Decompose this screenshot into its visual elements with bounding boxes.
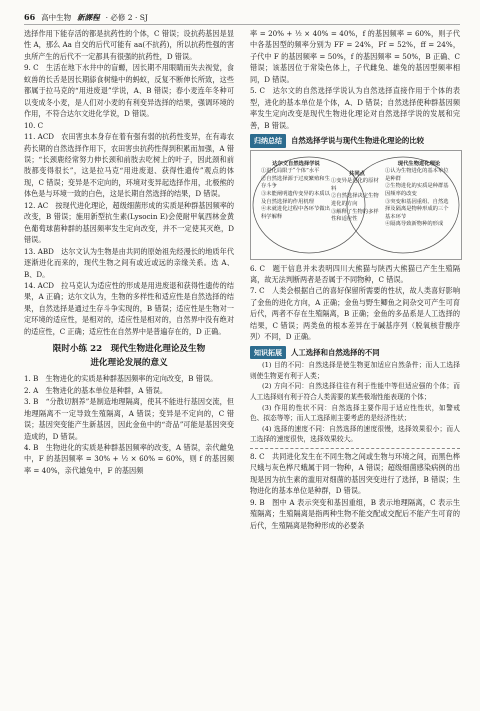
section-title-line-1: 限时小练 22 现代生物进化理论及生物	[52, 344, 206, 355]
answer-14: 14. ACD 拉马克认为适应性的形成是用进废退和获得性遗传的结果，A 正确；达尔文认为，生物的多样性和适应性是自然选择的结果，自然选择是通过生存斗争实现的，B 错误；适应性是生物对一定环境的适应性，是相对的，适应性是相对的，自然界中没有绝对的适应性，C 正确；适应性在自然界中是普遍存在的，D 正确。	[24, 280, 234, 336]
knowledge-point: (4) 选择的速度不同：自然选择的速度很慢，选择效果很小；而人工选择的速度很快，选择效果较大。	[250, 424, 460, 444]
book-title: 高中生物	[41, 12, 72, 22]
common-set	[331, 171, 383, 224]
answer-q3: 3. B “分散切割养”是制造地理隔离，使其不能进行基因交流，但地理隔离不一定导致生殖隔离，A 错误；变异是不定向的，C 错误；基因突变能产生新基因，因此金鱼中的“奇品”可能是基因突变造成的，D 错误。	[24, 397, 234, 441]
common-set-item: ②自然选择决定生物进化的方向	[331, 193, 379, 207]
left-set-title: 达尔文自然选择学说	[272, 160, 320, 167]
left-set-item: ③未能阐明遗传变异的本质以及自然选择的作用机理	[261, 190, 330, 205]
left-column	[24, 28, 234, 476]
divider	[250, 448, 460, 449]
section-title	[24, 342, 234, 370]
answer-paragraph: 选择作用下能存活的都是抗药性的个体，C 错误；设抗药基因是显性 A，那么 Aa 自交的后代可能有 aa(不抗药)，所以抗药性强的害虫所产生的后代不一定都具有很强的抗药性，D 错误。	[24, 29, 234, 61]
knowledge-point: (1) 目的不同：自然选择是使生物更加适应自然条件；而人工选择则使生物更有利于人类；	[250, 361, 460, 380]
answer-7: 7. C 人类会根据自己的喜好保留所需要的性状，故人类喜好影响了金鱼的进化方向，A 正确；金鱼与野生鲫鱼之间杂交可产生可育后代，两者不存在生殖隔离，B 正确；金鱼的多品系是人工选择的结果，C 错误；两类鱼的根本差异在于碱基序列（脱氧核苷酸序列）不同，D 正确。	[250, 286, 460, 342]
common-set-title: 共同点	[349, 170, 365, 177]
answer-8: 8. C 共同进化发生在不同生物之间或生物与环境之间，而黑色桦尺蛾与灰色桦尺蛾属于同一物种，A 错误；超级细菌感染病例的出现是因为抗生素的滥用对细菌的基因突变进行了选择，B 错误；生物进化的基本单位是种群，D 错误。	[250, 451, 460, 496]
answer-11: 11. ACD 农田害虫本身存在着有强有弱的抗药性变异，在有毒农药长期的自然选择作用下，农田害虫抗药性得到积累而加强，A 错误；“长颈鹿经常努力伸长颈和前肢去吃树上的叶子，因此颈和前肢都变得很长”，这是拉马克“用进废退、获得性遗传”观点的体现，C 错误；变异是不定向的，环境对变异起选择作用，北极熊的体色是与环境一致的白色，这是长期自然选择的结果，D 错误。	[24, 132, 234, 199]
answer-9: 9. C 生活在地下水井中的盲螈，因长期不用眼睛而失去视觉，食蚁兽的长舌是因长期舔食树缝中的蚂蚁，反复不断伸长所致，这些都属于拉马克的“用进废退”学说，A、B 错误；春小麦连年冬种可以变成冬小麦，是人们对小麦的有利变异选择的结果，强调环境的作用，不符合达尔文进化学说，D 错误。	[24, 63, 234, 119]
common-set-item: ③解释了生物的多样性和适应性	[331, 208, 379, 223]
right-set-title: 现代生物进化理论	[397, 160, 441, 167]
right-set-item: ②生物进化的实质是种群基因频率的改变	[385, 183, 449, 197]
right-set-item: ③突变和基因重组、自然选择及隔离是物种形成的三个基本环节	[385, 198, 449, 220]
right-column	[250, 28, 460, 531]
summary-title: 自然选择学说与现代生物进化理论的比较	[291, 136, 425, 146]
knowledge-box	[250, 360, 460, 445]
answer-q4: 4. B 生物进化的实质是种群基因频率的改变，A 错误，亲代雌兔中，F 的基因频率 = 30% + ½ × 60% = 60%，则 f 的基因频率 = 40%，亲代雄兔中，F 的基因频	[24, 442, 234, 475]
left-set-item: ①进化局限于“个体”水平	[261, 168, 320, 175]
answer-6: 6. C 题干信息并未表明四川大熊猫与陕西大熊猫已产生生殖隔离，故无法判断两者是否属于不同物种，C 错误。	[250, 263, 460, 284]
page-number: 66	[24, 12, 36, 22]
right-set-item: ④隔离导致新物种的形成	[385, 221, 444, 228]
answer-5: 5. C 达尔文的自然选择学说认为自然选择直接作用于个体的表型，进化的基本单位是个体，A、D 错误；自然选择使种群基因频率发生定向改变是现代生物进化理论对自然选择学说的发展和完善，B 错误。	[250, 86, 460, 130]
knowledge-box-header	[250, 346, 460, 359]
left-set-item: ②自然选择源于过度繁殖和生存斗争	[261, 175, 330, 190]
left-set-item: ④未就进化过程中各环节做出科学解释	[261, 206, 330, 220]
answer-13: 13. ABD 达尔文认为生物是由共同的原始祖先经漫长的地质年代逐渐进化而来的，现代生物之间有或近或远的亲缘关系。选 A、B、D。	[24, 246, 234, 279]
answer-10: 10. C	[24, 120, 44, 130]
page-header	[24, 10, 460, 25]
volume-label: · 必修 2 · SJ	[105, 12, 148, 22]
right-set	[385, 161, 453, 229]
right-set-item: ①认为生物进化的基本单位是种群	[385, 168, 449, 182]
answer-12: 12. AC 按现代进化理论，超级细菌形成的实质是种群基因频率的改变，B 错误；施用新型抗生素(Lysocin E)会使耐甲氧西林金黄色葡萄球菌种群的基因频率发生定向改变，并不一定使其灭绝，D 错误。	[24, 200, 234, 245]
series-logo: 新課程	[77, 12, 100, 22]
knowledge-tag: 知识拓展	[250, 346, 286, 359]
section-title-line-2: 进化理论发展的意义	[90, 358, 168, 369]
comparison-diagram	[250, 150, 462, 260]
left-set	[261, 161, 331, 222]
summary-tag: 归纳总结	[250, 134, 286, 147]
answer-q2: 2. A 生物进化的基本单位是种群，A 错误。	[24, 385, 168, 395]
knowledge-point: (2) 方向不同：自然选择往往有利于性能中等但适应强的个体；而人工选择则有利于符合人类需要的某些极端性能表现的个体；	[250, 382, 460, 401]
answer-9b: 9. B 图中 A 表示突变和基因重组，B 表示地理隔离，C 表示生殖隔离；生殖隔离是指两种生物不能交配或交配后不能产生可育的后代，生殖隔离是物种形成的必要条	[250, 497, 460, 530]
answer-4-cont: 率 = 20% + ½ × 40% = 40%，f 的基因频率 = 60%，则子代中各基因型的频率分别为 FF = 24%，Ff = 52%，ff = 24%，子代中 F 的基因频率 = 50%，f 的基因频率 = 50%，B 正确、C 错误；该基因位于常染色体上，子代雌兔、雄兔的基因型频率相同，D 错误。	[250, 29, 460, 84]
summary-box-header	[250, 134, 460, 147]
answer-q1: 1. B 生物进化的实质是种群基因频率的定向改变，B 错误。	[24, 374, 218, 384]
knowledge-title: 人工选择和自然选择的不同	[291, 347, 380, 357]
common-set-item: ①变异是进化的原材料	[331, 178, 379, 192]
knowledge-point: (3) 作用的性状不同：自然选择主要作用于适应性性状，如警戒色、拟态等等；而人工选择则主要考虑的是经济性状；	[250, 403, 460, 423]
